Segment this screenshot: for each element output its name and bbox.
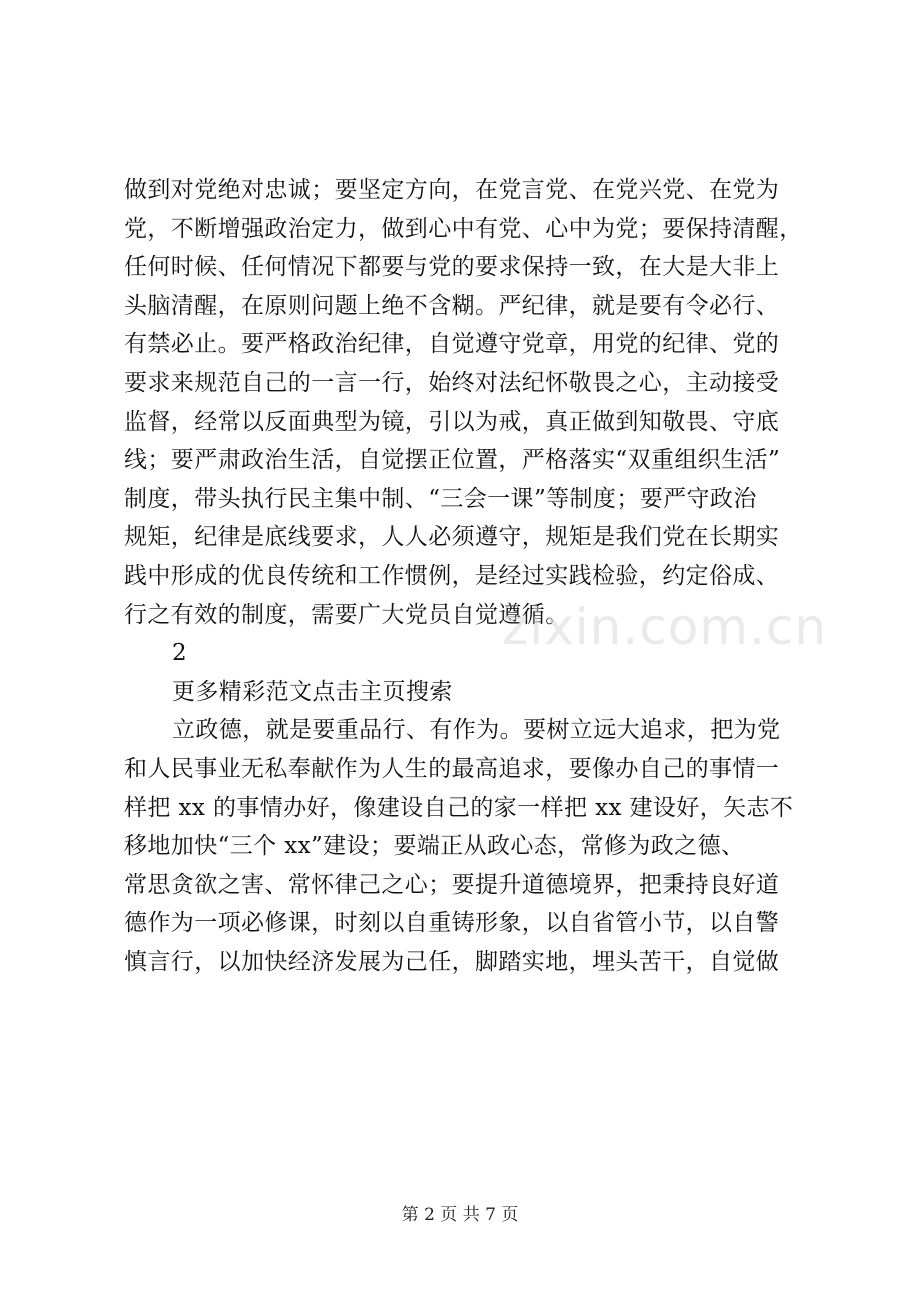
text-line: 德作为一项必修课，时刻以自重铸形象，以自省管小节，以自警 [124,910,780,937]
text-line: 规矩，纪律是底线要求，人人必须遵守，规矩是我们党在长期实 [124,524,780,551]
text-line: 行之有效的制度，需要广大党员自觉遵循。 [124,601,569,628]
text-line: 线；要严肃政治生活，自觉摆正位置，严格落实“双重组织生活” [124,447,781,474]
text-line: 和人民事业无私奉献作为人生的最高追求，要像办自己的事情一 [124,755,780,782]
page-footer: 第 2 页 共 7 页 [401,1205,519,1225]
text-line: 监督，经常以反面典型为镜，引以为戒，真正做到知敬畏、守底 [124,408,780,435]
text-line: 慎言行，以加快经济发展为己任，脚踏实地，埋头苦干，自觉做 [124,948,780,975]
text-line: 做到对党绝对忠诚；要坚定方向，在党言党、在党兴党、在党为 [124,177,780,203]
text-line: 常思贪欲之害、常怀律己之心；要提升道德境界，把秉持良好道 [124,871,780,898]
text-line: 有禁必止。要严格政治纪律，自觉遵守党章，用党的纪律、党的 [124,331,780,358]
section-number: 2 [172,640,188,667]
text-line: 要求来规范自己的一言一行，始终对法纪怀敬畏之心，主动接受 [124,369,780,396]
text-line: 移地加快“三个 xx”建设；要端正从政心态，常修为政之德、 [124,833,745,860]
text-line: 头脑清醒，在原则问题上绝不含糊。严纪律，就是要有令必行、 [124,292,780,319]
text-line: 党，不断增强政治定力，做到心中有党、心中为党；要保持清醒， [124,215,803,242]
promo-link-text[interactable]: 更多精彩范文点击主页搜索 [172,678,453,705]
watermark: zixin.com.cn [502,598,828,656]
text-line: 践中形成的优良传统和工作惯例，是经过实践检验，约定俗成、 [124,562,780,589]
text-line: 制度，带头执行民主集中制、“三会一课”等制度；要严守政治 [124,485,757,512]
body-text [124,171,844,981]
text-line: 立政德，就是要重品行、有作为。要树立远大追求，把为党 [172,717,781,744]
text-line: 任何时候、任何情况下都要与党的要求保持一致，在大是大非上 [124,254,780,281]
text-line: 样把 xx 的事情办好，像建设自己的家一样把 xx 建设好，矢志不 [124,794,794,821]
